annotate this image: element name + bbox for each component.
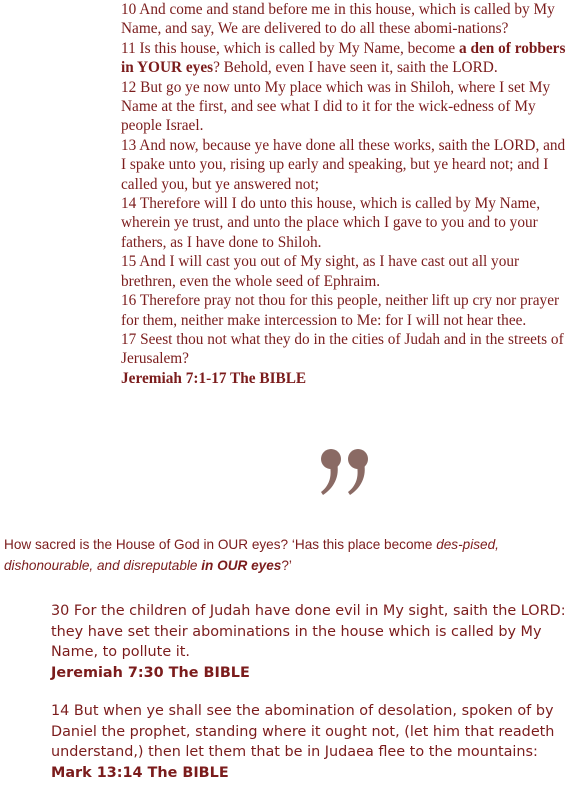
verse-14: 14 Therefore will I do unto this house, which is called by My Name, wherein ye trust, and unto the place which I gave to you and to your fathers, as I have done to Shiloh. xyxy=(121,195,541,251)
commentary-bold-italic: in OUR eyes xyxy=(201,557,282,573)
verse-10: 10 And come and stand before me in this house, which is called by My Name, and say, We are delivered to do all these abomi-nations? xyxy=(121,1,555,38)
verse-13: 13 And now, because ye have done all these works, saith the LORD, and I spake unto you, rising up early and speaking, but ye heard not; and I called you, but ye answered not; xyxy=(121,136,566,193)
commentary-italic: des-pised, dishonourable, and disreputable xyxy=(4,537,499,573)
verse-11-text-a: 11 Is this house, which is called by My Name, become xyxy=(121,39,460,57)
passage-reference: Jeremiah 7:30 The BIBLE xyxy=(51,664,250,681)
commentary-text xyxy=(4,535,564,576)
verse-11 xyxy=(121,39,571,78)
scripture-reference: Jeremiah 7:1-17 The BIBLE xyxy=(121,369,307,387)
passage-text: 30 For the children of Judah have done evil in My sight, saith the LORD: they have set their abominations in the house which is called by My Name, to pollute it. xyxy=(51,603,566,661)
verse-11-emphasis: a den of robbers in YOUR eyes xyxy=(121,39,566,77)
passage-jeremiah-7-30 xyxy=(51,601,571,683)
verse-17: 17 Seest thou not what they do in the cities of Judah and in the streets of Jerusalem? xyxy=(121,330,564,368)
verse-15: 15 And I will cast you out of My sight, as I have cast out all your brethren, even the whole seed of Ephraim. xyxy=(121,253,520,290)
commentary-end: ?’ xyxy=(281,557,292,573)
scripture-quote-block xyxy=(121,0,571,388)
verse-11-text-b: ? Behold, even I have seen it, saith the LORD. xyxy=(213,59,498,77)
verse-16: 16 Therefore pray not thou for this people, neither lift up cry nor prayer for them, neither make intercession to Me: for I will not hear thee. xyxy=(121,292,560,329)
closing-quote-icon xyxy=(318,446,374,502)
commentary-part1: How sacred is the House of God in OUR eyes? ‘Has this place become xyxy=(4,537,437,552)
passage-text: 14 But when ye shall see the abomination of desolation, spoken of by Daniel the prophet, standing where it ought not, (let him that readeth understand,) then let them that be in Judaea flee to the mountains: xyxy=(51,703,555,761)
passage-reference: Mark 13:14 The BIBLE xyxy=(51,764,229,781)
verse-12: 12 But go ye now unto My place which was in Shiloh, where I set My Name at the first, and see what I did to it for the wick-edness of My people Israel. xyxy=(121,78,551,135)
passage-mark-13-14 xyxy=(51,701,571,783)
